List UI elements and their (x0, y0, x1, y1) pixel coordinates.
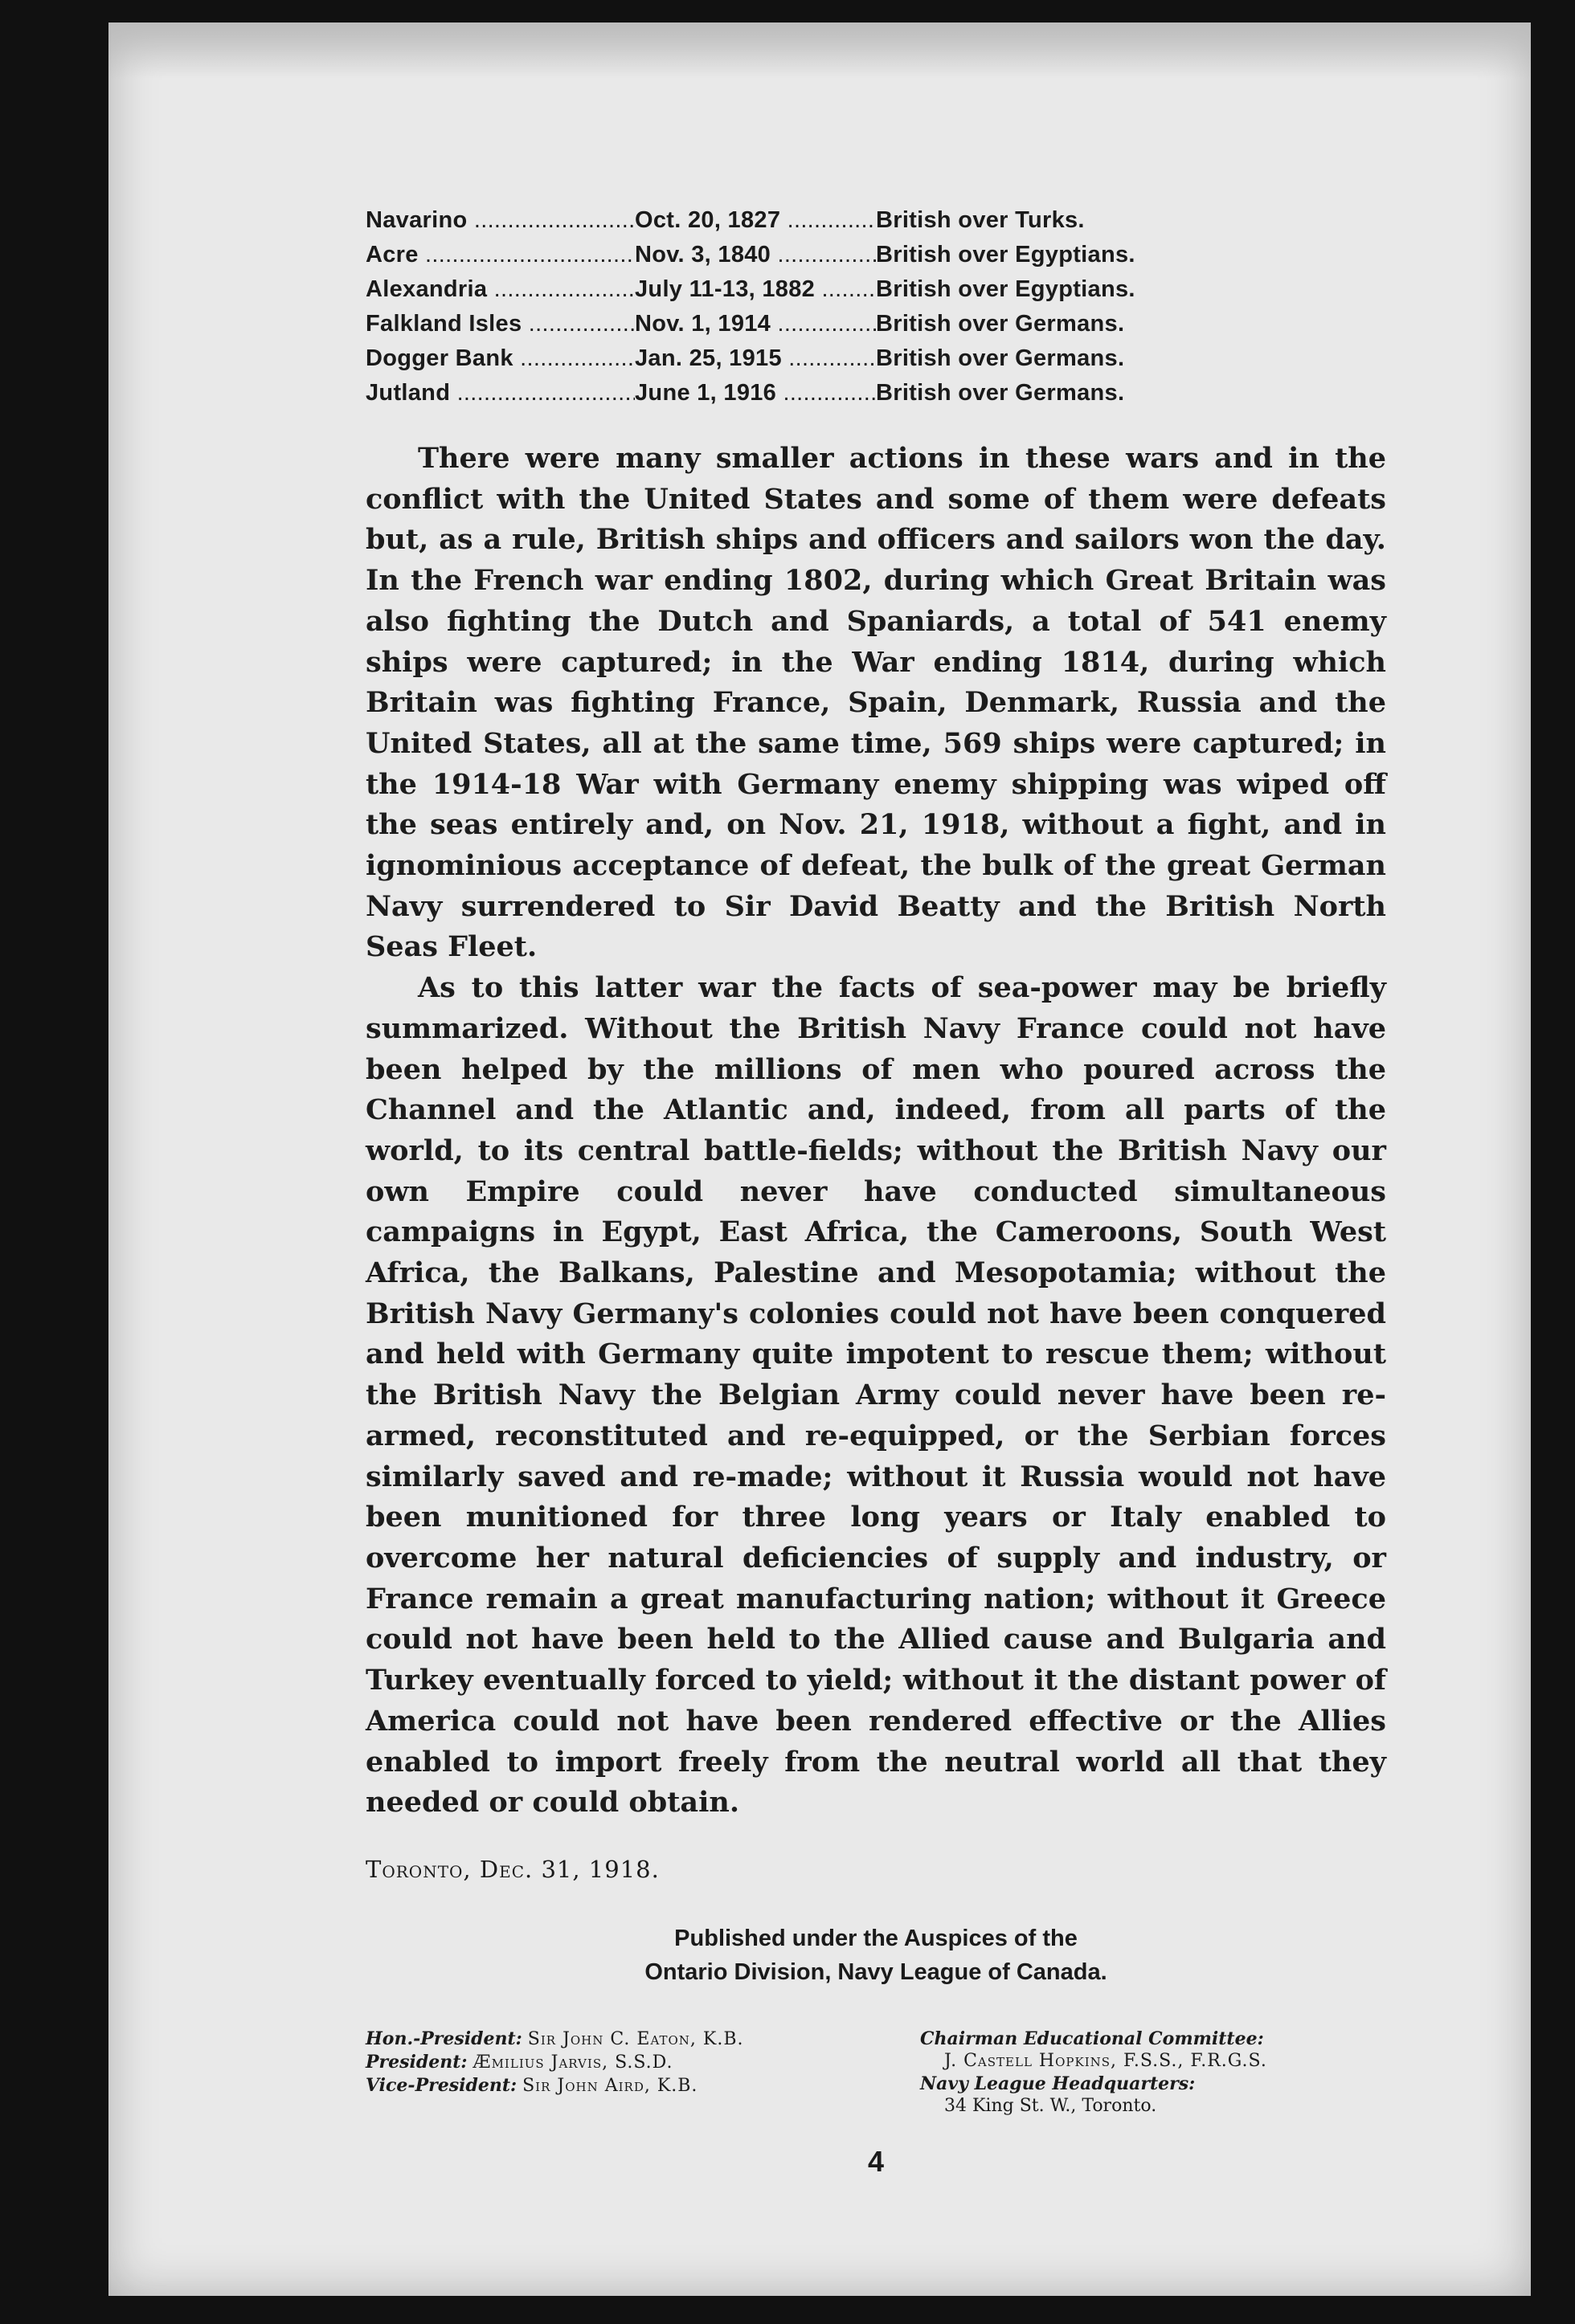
battle-result: British over Egyptians. (876, 276, 1135, 302)
document-page (108, 22, 1531, 2296)
battle-name: Alexandria ..... (366, 276, 635, 303)
officer-name: Sir John C. Eaton, K.B. (527, 2028, 744, 2049)
headquarters-role: Navy League Headquarters: (920, 2073, 1196, 2094)
battle-result: British over Egyptians. (876, 242, 1135, 268)
battle-row (366, 207, 1386, 242)
auspices-line-1: Published under the Auspices of the (674, 1925, 1078, 1951)
battle-row (366, 380, 1386, 415)
battle-date: Nov. 1, 1914 ..... (635, 311, 876, 337)
battle-result: British over Germans. (876, 311, 1125, 337)
battle-result: British over Germans. (876, 380, 1125, 406)
body-paragraph-1: There were many smaller actions in these wars and in the conflict with the United States and some of them were defeats but, as a rule, British ships and officers and sailors won the day. In the French war ending 1802, during which Great Britain was also fighting the Dutch and Spaniards, a total of 541 enemy ships were captured; in the War ending 1814, during which Britain was fighting France, Spain, Denmark, Russia and the United States, all at the same time, 569 ships were captured; in the 1914-18 War with Germany enemy shipping was wiped off the seas entirely and, on Nov. 21, 1918, without a fight, and in ignominious acceptance of defeat, the bulk of the great German Navy surrendered to Sir David Beatty and the British North Seas Fleet. (366, 442, 1386, 964)
battle-date: Nov. 3, 1840 ..... (635, 242, 876, 268)
officer-name: Sir John Aird, K.B. (522, 2075, 698, 2096)
page-number: 4 (867, 2144, 885, 2178)
battle-name: Dogger Bank ..... (366, 345, 635, 372)
officer-role: Hon.-President: (366, 2028, 522, 2049)
officer-name: Æmilius Jarvis, S.S.D. (472, 2052, 673, 2073)
battle-row (366, 242, 1386, 276)
officers-right-column (920, 2028, 1386, 2118)
battle-name: Jutland ..... (366, 380, 635, 406)
battle-name: Navarino ..... (366, 207, 635, 234)
battle-result: British over Germans. (876, 345, 1125, 371)
battle-date: Oct. 20, 1827 ..... (635, 207, 876, 234)
officer-line (366, 2051, 856, 2074)
body-paragraph-2: As to this latter war the facts of sea-power may be briefly summarized. Without the British Navy France could not have been helped by the millions of men who poured across the Channel and the Atlantic and, indeed, from all parts of the world, to its central battle-fields; without the British Navy our own Empire could never have conducted simultaneous campaigns in Egypt, East Africa, the Cameroons, South West Africa, the Balkans, Palestine and Mesopotamia; without the British Navy Germany's colonies could not have been conquered and held with Germany quite impotent to rescue them; without the British Navy the Belgian Army could never have been re-armed, reconstituted and re-equipped, or the Serbian forces similarly saved and re-made; without it Russia would not have been munitioned for three long years or Italy enabled to overcome her natural deficiencies of supply and industry, or France remain a great manufacturing nation; without it Greece could not have been held to the Allied cause and Bulgaria and Turkey eventually forced to yield; without it the distant power of America could not have been rendered effective or the Allies enabled to import freely from the neutral world all that they needed or could obtain. (366, 971, 1386, 1820)
dateline: Toronto, Dec. 31, 1918. (366, 1855, 660, 1883)
battle-date: June 1, 1916 ..... (635, 380, 876, 406)
officer-role: Vice-President: (366, 2074, 518, 2096)
battle-list (366, 207, 1386, 415)
headquarters-address: 34 King St. W., Toronto. (944, 2095, 1157, 2116)
auspices-block (366, 1922, 1386, 1989)
battle-name: Falkland Isles ..... (366, 311, 635, 337)
battle-row (366, 276, 1386, 311)
auspices-line-2: Ontario Division, Navy League of Canada. (644, 1958, 1107, 1985)
chairman-role: Chairman Educational Committee: (920, 2028, 1264, 2049)
battle-row (366, 311, 1386, 345)
officers-block (366, 2028, 1386, 2118)
officer-role: President: (366, 2051, 468, 2073)
battle-row (366, 345, 1386, 380)
battle-result: British over Turks. (876, 207, 1085, 233)
page-content (366, 207, 1386, 2179)
battle-date: Jan. 25, 1915 ..... (635, 345, 876, 372)
officers-left-column (366, 2028, 856, 2118)
chairman-name: J. Castell Hopkins, F.S.S., F.R.G.S. (944, 2050, 1267, 2071)
officer-line (366, 2028, 856, 2051)
battle-name: Acre ..... (366, 242, 635, 268)
battle-date: July 11-13, 1882 ..... (635, 276, 876, 303)
officer-line (366, 2074, 856, 2097)
